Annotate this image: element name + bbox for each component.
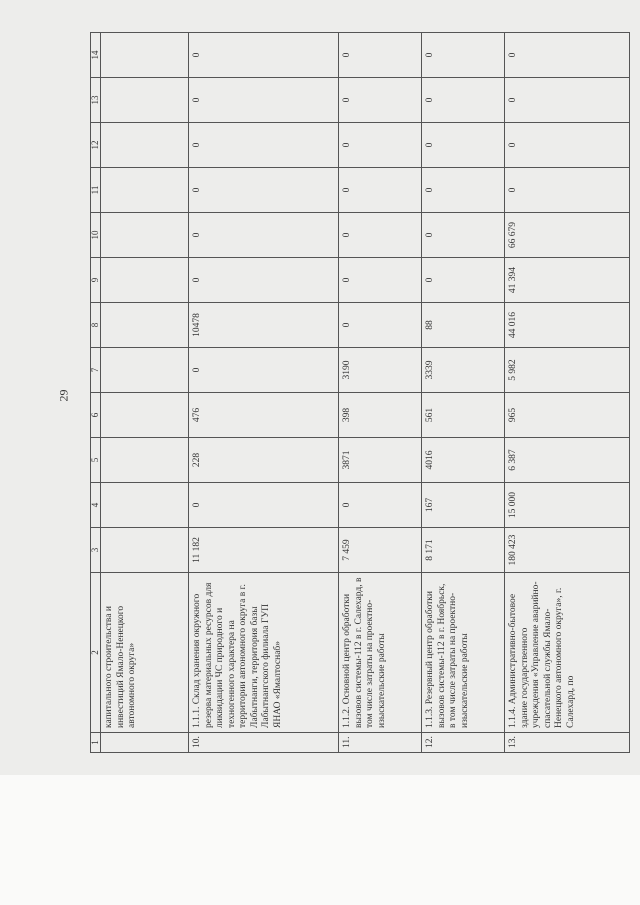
value-cell: 0 <box>189 348 339 393</box>
value-cell: 66 679 <box>505 213 630 258</box>
value-cell: 3871 <box>339 438 422 483</box>
value-cell <box>101 348 189 393</box>
column-header: 2 <box>91 573 101 733</box>
table-row <box>339 33 422 753</box>
value-cell <box>101 528 189 573</box>
row-number-cell: 13. <box>505 733 630 753</box>
value-cell: 0 <box>339 123 422 168</box>
row-number-cell <box>101 733 189 753</box>
value-cell: 0 <box>189 213 339 258</box>
description-cell: 1.1.4. Административно-бытовое здание государственного учреждения «Управление аварийно-спасательной службы Ямало-Ненецкого автономного округа», г. Салехард, по <box>505 573 630 733</box>
value-cell: 0 <box>339 303 422 348</box>
column-header: 10 <box>91 213 101 258</box>
value-cell: 0 <box>505 123 630 168</box>
value-cell: 0 <box>422 258 505 303</box>
value-cell <box>101 168 189 213</box>
description-cell: 1.1.1. Склад хранения окружного резерва материальных ресурсов для ликвидации ЧС природного и техногенного характера на территории автономного округа в г. Лабытнанги, территория базы Лабытнангского филиала ГУП ЯНАО «Ямалтоснаб» <box>189 573 339 733</box>
value-cell: 0 <box>422 168 505 213</box>
page-number: 29 <box>56 389 71 402</box>
value-cell: 0 <box>339 33 422 78</box>
row-number-cell: 12. <box>422 733 505 753</box>
column-header: 4 <box>91 483 101 528</box>
value-cell: 0 <box>422 78 505 123</box>
scan-bottom-margin <box>0 775 640 905</box>
rotated-table-wrapper <box>90 33 630 753</box>
value-cell <box>101 33 189 78</box>
value-cell: 0 <box>339 258 422 303</box>
value-cell: 0 <box>339 213 422 258</box>
value-cell: 0 <box>189 258 339 303</box>
value-cell <box>101 303 189 348</box>
value-cell: 0 <box>339 78 422 123</box>
value-cell: 3339 <box>422 348 505 393</box>
value-cell: 88 <box>422 303 505 348</box>
table-row <box>505 33 630 753</box>
value-cell: 0 <box>422 33 505 78</box>
value-cell: 0 <box>339 483 422 528</box>
value-cell: 0 <box>422 213 505 258</box>
value-cell <box>101 123 189 168</box>
column-header: 3 <box>91 528 101 573</box>
row-number-cell: 10. <box>189 733 339 753</box>
data-table <box>90 32 630 753</box>
column-header: 9 <box>91 258 101 303</box>
value-cell: 0 <box>189 483 339 528</box>
value-cell: 965 <box>505 393 630 438</box>
column-header: 6 <box>91 393 101 438</box>
header-row <box>91 33 101 753</box>
value-cell: 15 000 <box>505 483 630 528</box>
column-header: 11 <box>91 168 101 213</box>
value-cell: 0 <box>189 168 339 213</box>
value-cell: 3190 <box>339 348 422 393</box>
value-cell: 0 <box>189 33 339 78</box>
value-cell: 0 <box>505 168 630 213</box>
column-header: 1 <box>91 733 101 753</box>
value-cell <box>101 258 189 303</box>
value-cell: 0 <box>189 78 339 123</box>
value-cell: 228 <box>189 438 339 483</box>
value-cell: 0 <box>339 168 422 213</box>
value-cell <box>101 483 189 528</box>
value-cell: 11 182 <box>189 528 339 573</box>
value-cell: 44 016 <box>505 303 630 348</box>
value-cell: 5 982 <box>505 348 630 393</box>
row-number-cell: 11. <box>339 733 422 753</box>
column-header: 14 <box>91 33 101 78</box>
column-header: 5 <box>91 438 101 483</box>
value-cell <box>101 78 189 123</box>
description-cell: 1.1.3. Резервный центр обработки вызовов системы-112 в г. Ноябрьск, в том числе затраты на проектно-изыскательские работы <box>422 573 505 733</box>
table-row <box>189 33 339 753</box>
value-cell: 0 <box>189 123 339 168</box>
value-cell: 8 171 <box>422 528 505 573</box>
value-cell: 0 <box>505 33 630 78</box>
value-cell: 4016 <box>422 438 505 483</box>
value-cell <box>101 438 189 483</box>
value-cell: 41 394 <box>505 258 630 303</box>
value-cell: 6 387 <box>505 438 630 483</box>
value-cell: 167 <box>422 483 505 528</box>
value-cell <box>101 213 189 258</box>
description-cell: 1.1.2. Основной центр обработки вызовов системы-112 в г. Салехард, в том числе затраты на проектно-изыскательские работы <box>339 573 422 733</box>
value-cell: 180 423 <box>505 528 630 573</box>
value-cell <box>101 393 189 438</box>
value-cell: 10478 <box>189 303 339 348</box>
column-header: 8 <box>91 303 101 348</box>
column-header: 13 <box>91 78 101 123</box>
table-row <box>101 33 189 753</box>
value-cell: 7 459 <box>339 528 422 573</box>
value-cell: 476 <box>189 393 339 438</box>
value-cell: 561 <box>422 393 505 438</box>
value-cell: 0 <box>505 78 630 123</box>
description-cell: капитального строительства и инвестиций Ямало-Ненецкого автономного округа» <box>101 573 189 733</box>
value-cell: 398 <box>339 393 422 438</box>
column-header: 7 <box>91 348 101 393</box>
column-header: 12 <box>91 123 101 168</box>
value-cell: 0 <box>422 123 505 168</box>
table-row <box>422 33 505 753</box>
